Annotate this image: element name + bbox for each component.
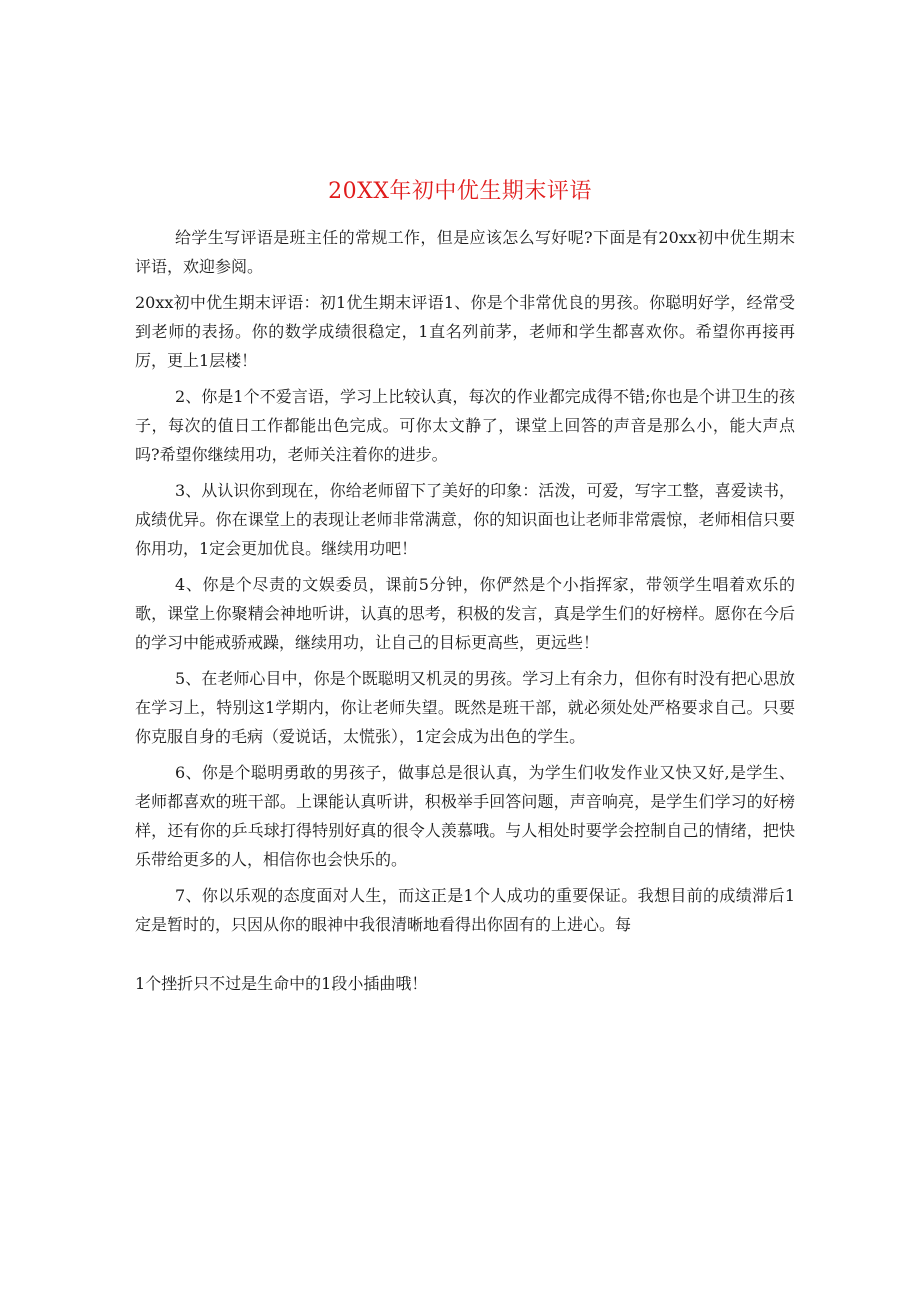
document-title: 20XX年初中优生期末评语	[328, 179, 592, 204]
paragraph-comment-5: 5、在老师心目中，你是个既聪明又机灵的男孩。学习上有余力，但你有时没有把心思放在学习上，特别这1学期内，你让老师失望。既然是班干部，就必须处处严格要求自己。只要你克服自身的毛病（爱说话，太慌张），1定会成为出色的学生。	[135, 669, 795, 746]
paragraph-comment-2: 2、你是1个不爱言语，学习上比较认真，每次的作业都完成得不错;你也是个讲卫生的孩子，每次的值日工作都能出色完成。可你太文静了，课堂上回答的声音是那么小，能大声点吗?希望你继续用功，老师关注着你的进步。	[135, 387, 795, 464]
paragraph-comment-7-continued: 1个挫折只不过是生命中的1段小插曲哦！	[135, 974, 428, 993]
document-body	[135, 223, 795, 1005]
paragraph-comment-7: 7、你以乐观的态度面对人生，而这正是1个人成功的重要保证。我想目前的成绩滞后1定是暂时的，只因从你的眼神中我很清晰地看得出你固有的上进心。每	[135, 886, 795, 934]
paragraph-comment-3: 3、从认识你到现在，你给老师留下了美好的印象：活泼，可爱，写字工整，喜爱读书，成绩优异。你在课堂上的表现让老师非常满意，你的知识面也让老师非常震惊，老师相信只要你用功，1定会更加优良。继续用功吧！	[135, 481, 795, 558]
paragraph-comment-6: 6、你是个聪明勇敢的男孩子，做事总是很认真，为学生们收发作业又快又好,是学生、老师都喜欢的班干部。上课能认真听讲，积极举手回答问题，声音响亮，是学生们学习的好榜样，还有你的乒乓球打得特别好真的很令人羡慕哦。与人相处时要学会控制自己的情绪，把快乐带给更多的人，相信你也会快乐的。	[135, 763, 795, 869]
paragraph-comment-1: 20xx初中优生期末评语：初1优生期末评语1、你是个非常优良的男孩。你聪明好学，经常受到老师的表扬。你的数学成绩很稳定，1直名列前茅，老师和学生都喜欢你。希望你再接再厉，更上1层楼！	[135, 293, 795, 370]
paragraph-intro: 给学生写评语是班主任的常规工作，但是应该怎么写好呢?下面是有20xx初中优生期末评语，欢迎参阅。	[135, 228, 795, 276]
paragraph-comment-4: 4、你是个尽责的文娱委员，课前5分钟，你俨然是个小指挥家，带领学生唱着欢乐的歌，课堂上你聚精会神地听讲，认真的思考，积极的发言，真是学生们的好榜样。愿你在今后的学习中能戒骄戒躁，继续用功，让自己的目标更高些，更远些！	[135, 575, 795, 652]
